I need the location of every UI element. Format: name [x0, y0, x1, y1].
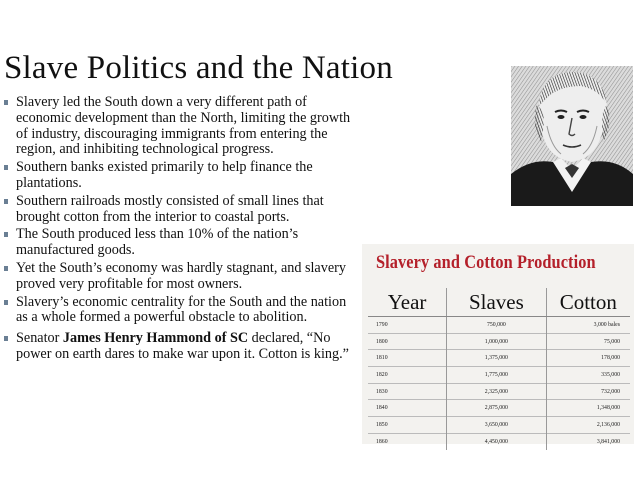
cell-slaves: 1,375,000: [447, 350, 547, 367]
table-row: [368, 383, 630, 400]
cell-cotton: 1,348,000: [546, 400, 630, 417]
bullet-marker-icon: [4, 199, 8, 204]
table-header-row: [368, 288, 630, 317]
bullet-list: [4, 95, 359, 365]
bullet-marker-icon: [4, 100, 8, 105]
slide-title: Slave Politics and the Nation: [4, 50, 393, 86]
cotton-production-figure: [362, 244, 634, 444]
cell-year: 1830: [368, 383, 447, 400]
cell-year: 1860: [368, 433, 447, 449]
cell-cotton: 732,000: [546, 383, 630, 400]
bullet-text: Yet the South’s economy was hardly stagnant, and slavery proved very profitable for most owners.: [16, 259, 346, 292]
bullet-item: [4, 261, 359, 293]
cell-year: 1800: [368, 333, 447, 350]
cell-slaves: 1,775,000: [447, 367, 547, 384]
cell-cotton: 2,136,000: [546, 417, 630, 434]
table-row: [368, 317, 630, 334]
bullet-item-quote: [4, 331, 359, 363]
cell-year: 1790: [368, 317, 447, 334]
table-row: [368, 400, 630, 417]
cell-slaves: 4,450,000: [447, 433, 547, 449]
table-row: [368, 367, 630, 384]
bullet-text: The South produced less than 10% of the nation’s manufactured goods.: [16, 226, 299, 259]
figure-title: Slavery and Cotton Production: [376, 252, 596, 273]
cell-year: 1850: [368, 417, 447, 434]
bullet-item: [4, 95, 359, 158]
table-row: [368, 417, 630, 434]
cell-cotton: 3,000 bales: [546, 317, 630, 334]
table-row: [368, 333, 630, 350]
bullet-item: [4, 295, 359, 327]
cell-slaves: 2,875,000: [447, 400, 547, 417]
column-header-year: Year: [368, 288, 447, 317]
cell-slaves: 2,325,000: [447, 383, 547, 400]
portrait-engraving-icon: [511, 66, 633, 206]
table-row: [368, 433, 630, 449]
column-header-cotton: Cotton: [546, 288, 630, 317]
column-header-slaves: Slaves: [447, 288, 547, 317]
bullet-item: [4, 194, 359, 226]
cell-year: 1810: [368, 350, 447, 367]
quote-prefix: Senator: [16, 330, 63, 347]
table-row: [368, 350, 630, 367]
cell-cotton: 178,000: [546, 350, 630, 367]
cell-slaves: 3,650,000: [447, 417, 547, 434]
cell-cotton: 335,000: [546, 367, 630, 384]
bullet-text: Slavery’s economic centrality for the South and the nation as a whole formed a powerful obstacle to abolition.: [16, 293, 347, 326]
cell-cotton: 75,000: [546, 333, 630, 350]
bullet-text: Southern banks existed primarily to help finance the plantations.: [16, 159, 313, 191]
bullet-text: Southern railroads mostly consisted of small lines that brought cotton from the interior to coastal ports.: [16, 192, 324, 225]
bullet-item: [4, 160, 359, 192]
cotton-production-table: [368, 288, 630, 450]
bullet-marker-icon: [4, 300, 8, 305]
bullet-marker-icon: [4, 232, 8, 237]
cell-slaves: 1,000,000: [447, 333, 547, 350]
bullet-item: [4, 227, 359, 259]
bullet-marker-icon: [4, 336, 8, 341]
bullet-marker-icon: [4, 266, 8, 271]
bullet-marker-icon: [4, 165, 8, 170]
cell-year: 1840: [368, 400, 447, 417]
cell-year: 1820: [368, 367, 447, 384]
cell-slaves: 750,000: [447, 317, 547, 334]
bullet-text: Slavery led the South down a very different path of economic development than the North, limiting the growth of industry, discouraging immigrants from entering the region, and inhibiting technological progress.: [16, 94, 351, 158]
cell-cotton: 3,841,000: [546, 433, 630, 449]
senator-name: James Henry Hammond of SC: [62, 330, 249, 347]
quote-text: declared, “No power on earth dares to make war upon it. Cotton is king.”: [16, 330, 349, 362]
